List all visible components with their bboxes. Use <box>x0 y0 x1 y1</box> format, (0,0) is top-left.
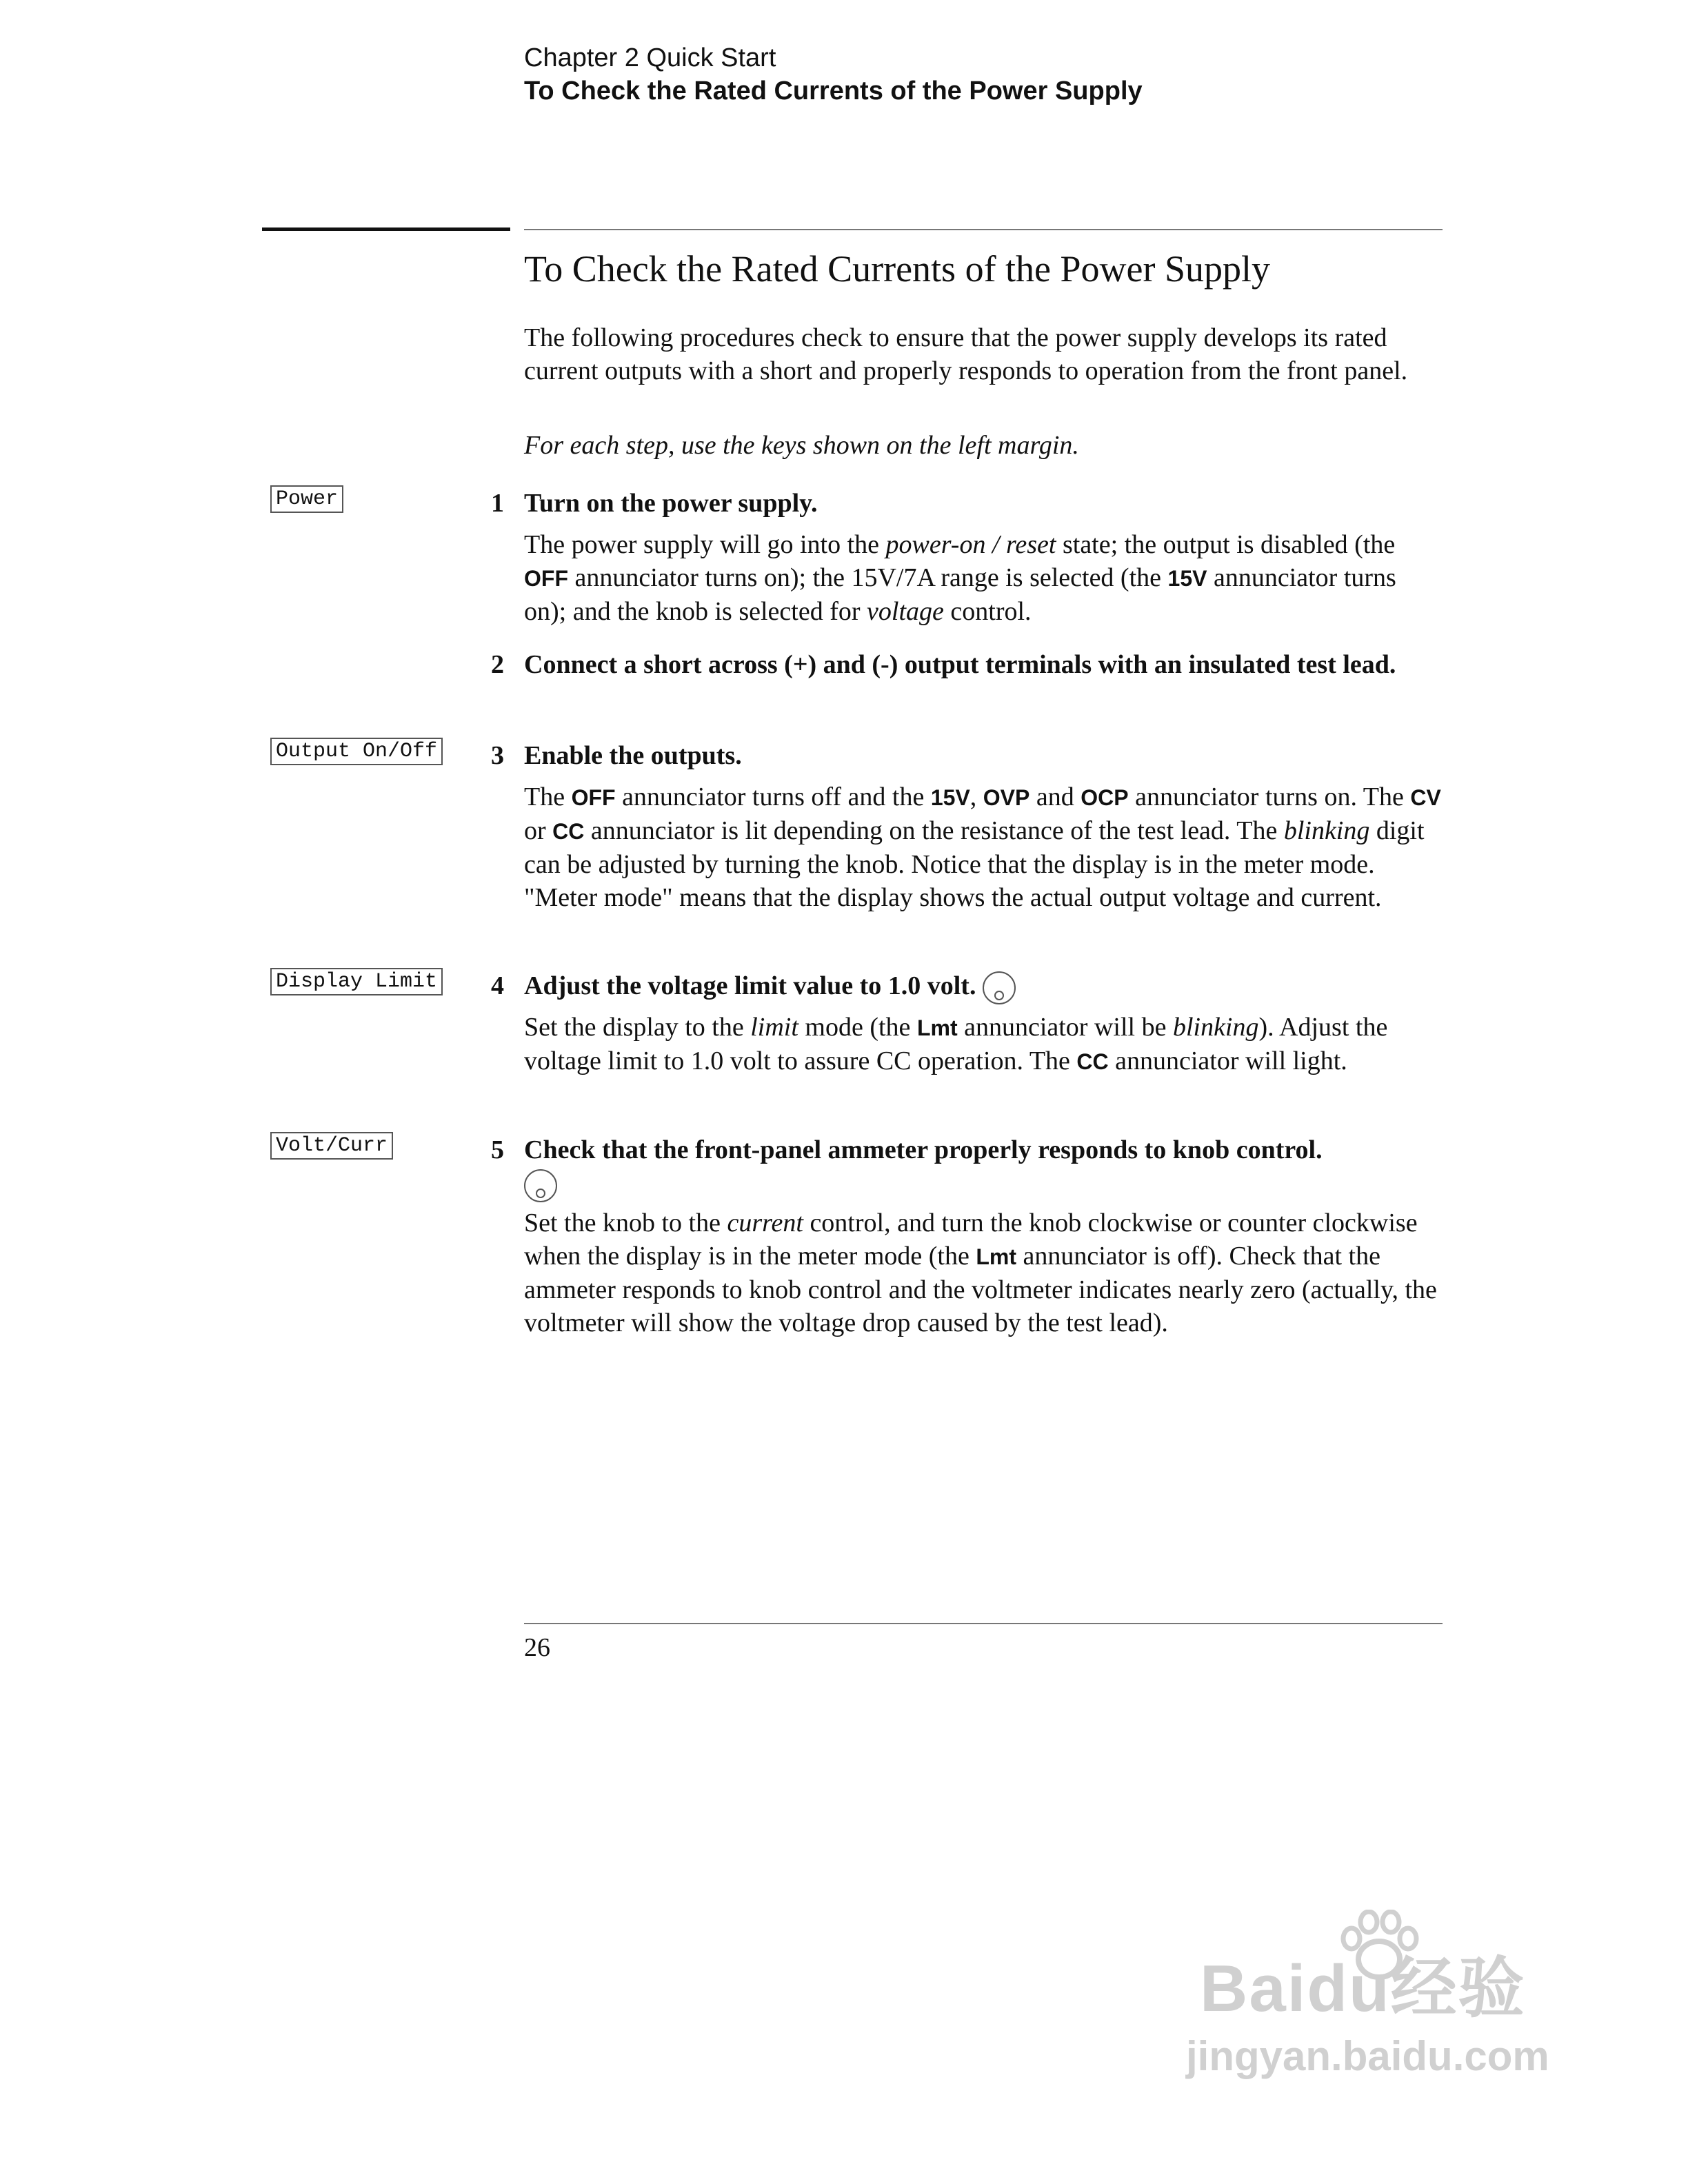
baidu-watermark <box>1186 1910 1572 2089</box>
watermark-brand: Baidu经验 <box>1200 1952 1526 2025</box>
knob-icon <box>524 1169 557 1202</box>
step-body: Set the knob to the current control, and turn the knob clockwise or counter clockwise when the display is in the meter mode (the Lmt annunciator is off). Check that the ammeter responds to knob control and the voltmeter indicates nearly zero (actually, the voltmeter will show the voltage drop caused by the test lead). <box>524 1209 1437 1337</box>
lmt-annunciator: Lmt <box>976 1244 1016 1269</box>
step-body: Set the display to the limit mode (the Lmt annunciator will be blinking). Adjust the voltage limit to 1.0 volt to assure CC operation. The CC annunciator will light. <box>524 1013 1388 1075</box>
step-title: Connect a short across (+) and (-) output terminals with an insulated test lead. <box>524 650 1396 679</box>
step-title: Adjust the voltage limit value to 1.0 volt. <box>524 969 1443 1004</box>
running-header <box>524 41 1143 108</box>
step-body: The power supply will go into the power-on / reset state; the output is disabled (the OFF annunciator turns on); the 15V/7A range is selected (the 15V annunciator turns on); and the knob is selected for voltage control. <box>524 530 1396 626</box>
step-number: 4 <box>491 971 504 1000</box>
step-number: 1 <box>491 489 504 518</box>
15v-annunciator: 15V <box>930 785 970 810</box>
heading-rule-thin <box>524 229 1443 230</box>
output-on-off-key: Output On/Off <box>270 738 443 765</box>
15v-annunciator: 15V <box>1167 566 1207 591</box>
step-title: Enable the outputs. <box>524 741 742 770</box>
step-number: 2 <box>491 650 504 679</box>
intro-note: For each step, use the keys shown on the left margin. <box>524 431 1079 460</box>
step-title: Check that the front-panel ammeter properly responds to knob control. <box>524 1135 1323 1164</box>
lmt-annunciator: Lmt <box>916 1015 958 1040</box>
page-number: 26 <box>524 1633 550 1662</box>
off-annunciator: OFF <box>524 566 568 591</box>
display-limit-key: Display Limit <box>270 968 443 995</box>
section-title: To Check the Rated Currents of the Power Supply <box>524 248 1271 290</box>
cc-annunciator: CC <box>1076 1049 1109 1074</box>
step-title: Turn on the power supply. <box>524 489 818 518</box>
power-key: Power <box>270 485 343 513</box>
watermark-url: jingyan.baidu.com <box>1186 2033 1549 2079</box>
section-label: To Check the Rated Currents of the Power Supply <box>524 77 1143 105</box>
cv-annunciator: CV <box>1410 785 1441 810</box>
ovp-annunciator: OVP <box>983 785 1030 810</box>
footer-rule <box>524 1623 1443 1624</box>
chapter-label: Chapter 2 Quick Start <box>524 43 776 72</box>
ocp-annunciator: OCP <box>1081 785 1129 810</box>
step-number: 3 <box>491 741 504 770</box>
step-number: 5 <box>491 1135 504 1164</box>
intro-paragraph: The following procedures check to ensure that the power supply develops its rated current outputs with a short and properly responds to operation from the front panel. <box>524 323 1408 385</box>
knob-icon <box>983 971 1016 1004</box>
heading-rule-thick <box>262 228 510 231</box>
volt-curr-key: Volt/Curr <box>270 1132 393 1160</box>
off-annunciator: OFF <box>571 785 616 810</box>
cc-annunciator: CC <box>552 819 585 844</box>
step-body: The OFF annunciator turns off and the 15V, OVP and OCP annunciator turns on. The CV or CC annunciator is lit depending on the resistance of the test lead. The blinking digit can be adjusted by turning the knob. Notice that the display is in the meter mode. "Meter mode" means that the display shows the actual output voltage and current. <box>524 782 1441 912</box>
